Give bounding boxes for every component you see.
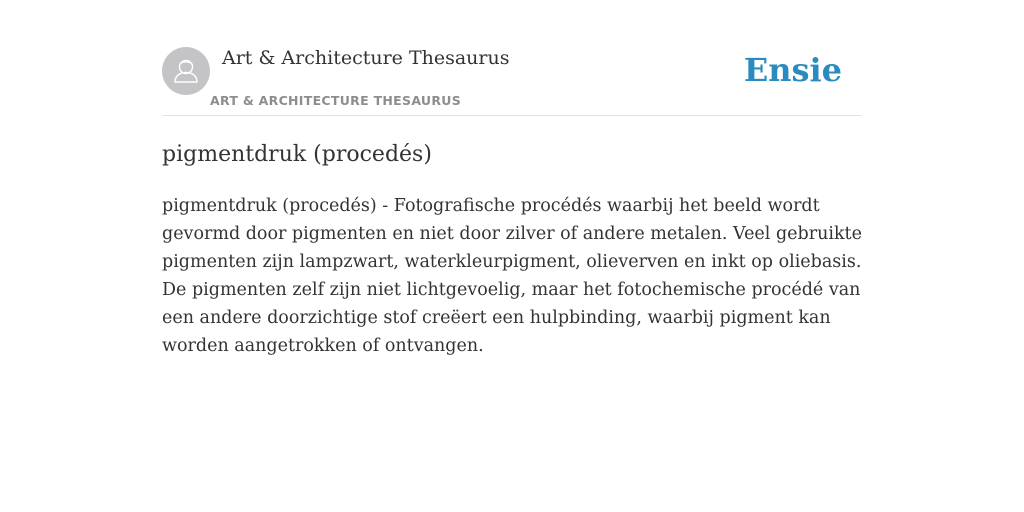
entry-definition: pigmentdruk (procedés) - Fotografische procédés waarbij het beeld wordt gevormd door pigmenten en niet door zilver of andere metalen. Veel gebruikte pigmenten zijn lampzwart, waterkleurpigment, olieverven en inkt op oliebasis. De pigmenten zelf zijn niet lichtgevoelig, maar het fotochemische procédé van een andere doorzichtige stof creëert een hulpbinding, waarbij pigment kan worden aangetrokken of ontvangen. <box>162 196 862 356</box>
source-header <box>162 0 862 116</box>
source-subtitle: ART & ARCHITECTURE THESAURUS <box>210 93 462 108</box>
content-container <box>162 0 862 356</box>
source-name-link[interactable]: Art & Architecture Thesaurus <box>222 47 510 69</box>
user-avatar-icon[interactable] <box>162 47 210 95</box>
ensie-logo-link[interactable]: Ensie <box>743 51 842 89</box>
entry-title: pigmentdruk (procedés) <box>162 142 432 167</box>
